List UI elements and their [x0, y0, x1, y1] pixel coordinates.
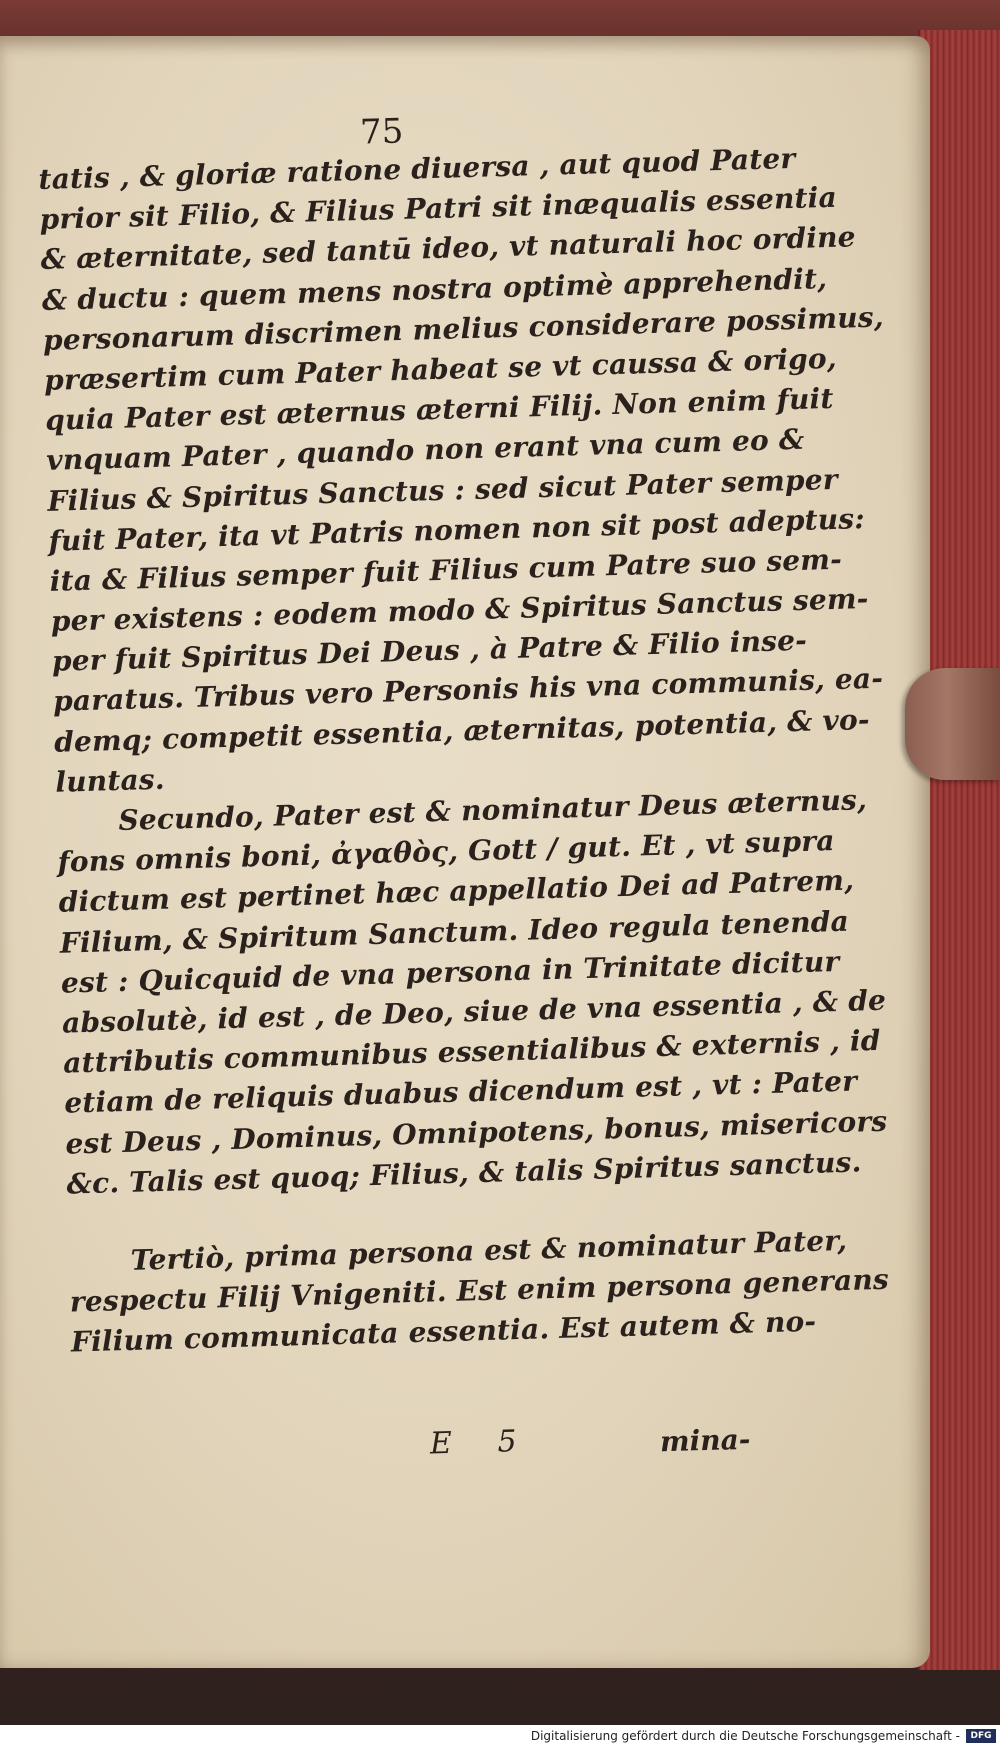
text-line: demq; competit essentia, æternitas, potentia, & vo- — [53, 702, 871, 759]
text-line: præsertim cum Pater habeat se vt caussa & origo, — [43, 341, 838, 397]
text-line: Filium communicata essentia. Est autem & no- — [70, 1304, 817, 1359]
text-line: Filium, & Spiritum Sanctum. Ideo regula tenenda — [59, 904, 850, 960]
text-line: per fuit Spiritus Dei Deus , à Patre & Filio inse- — [51, 623, 808, 679]
page-number: 75 — [359, 111, 404, 153]
text-line: paratus. Tribus vero Personis his vna communis, ea- — [52, 662, 884, 719]
text-line: est : Quicquid de vna persona in Trinitate dicitur — [60, 944, 840, 1000]
text-line: Tertiò, prima persona est & nominatur Pater, — [130, 1223, 848, 1277]
text-line: Secundo, Pater est & nominatur Deus æternus, — [118, 783, 868, 838]
text-line: absolutè, id est , de Deo, siue de vna essentia , & de — [61, 983, 887, 1040]
text-line: prior sit Filio, & Filius Patri sit inæqualis essentia — [39, 180, 838, 237]
text-line: fons omnis boni, ἀγαθὸς, Gott / gut. Et , vt supra — [57, 824, 836, 879]
text-line: per existens : eodem modo & Spiritus Sanctus sem- — [50, 582, 869, 638]
bookmark-tab — [905, 668, 1000, 780]
text-line: & ductu : quem mens nostra optimè apprehendit, — [41, 261, 828, 317]
text-line: tatis , & gloriæ ratione diuersa , aut quod Pater — [38, 141, 796, 196]
text-line: personarum discrimen melius considerare possimus, — [42, 300, 885, 357]
text-line: & æternitate, sed tantū ideo, vt naturali hoc ordine — [40, 220, 857, 277]
text-line: quia Pater est æternus æterni Filij. Non enim fuit — [44, 382, 834, 438]
text-line: est Deus , Dominus, Omnipotens, bonus, misericors — [65, 1104, 888, 1161]
text-line: &c. Talis est quoq; Filius, & talis Spiritus sanctus. — [66, 1145, 862, 1201]
page-edges — [918, 30, 1000, 1670]
text-line: luntas. — [54, 762, 166, 799]
catchword: mina- — [659, 1422, 751, 1459]
text-line: etiam de reliquis duabus dicendum est , vt : Pater — [63, 1064, 858, 1120]
dfg-logo: DFG — [966, 1729, 996, 1743]
text-line: respectu Filij Vnigeniti. Est enim persona generans — [69, 1262, 890, 1319]
text-line: ita & Filius semper fuit Filius cum Patre suo sem- — [49, 542, 843, 598]
text-line: vnquam Pater , quando non erant vna cum eo & — [45, 423, 805, 478]
text-line: attributis communibus essentialibus & externis , id — [62, 1023, 881, 1080]
footer-credit: Digitalisierung gefördert durch die Deutsche Forschungsgemeinschaft - — [530, 1729, 960, 1743]
text-line: fuit Pater, ita vt Patris nomen non sit post adeptus: — [48, 501, 866, 558]
text-line: Filius & Spiritus Sanctus : sed sicut Pater semper — [47, 462, 839, 518]
footer-bar — [0, 1725, 1000, 1747]
signature-mark: E 5 — [429, 1423, 535, 1462]
page-text — [38, 140, 890, 1363]
text-line: dictum est pertinet hæc appellatio Dei ad Patrem, — [58, 863, 855, 920]
